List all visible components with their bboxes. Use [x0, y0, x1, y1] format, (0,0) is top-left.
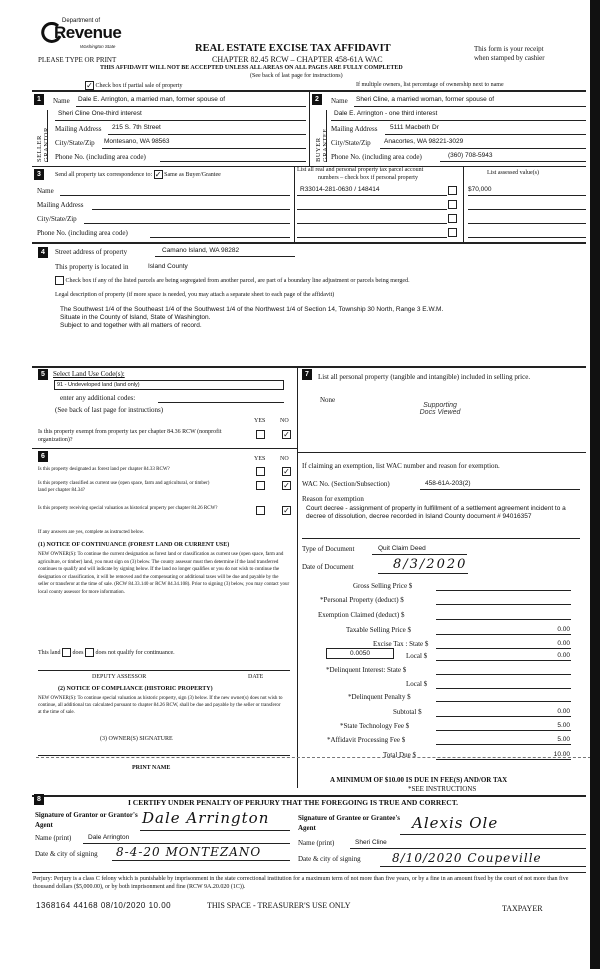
buyer-city-label: City/State/Zip — [331, 139, 371, 147]
logo-revenue-text: Revenue — [54, 23, 122, 42]
notice-continuance-title: (1) NOTICE OF CONTINUANCE (FOREST LAND OR CURRENT USE) — [38, 542, 230, 548]
additional-codes-label: enter any additional codes: — [60, 394, 136, 402]
deputy-assessor-label: DEPUTY ASSESSOR — [92, 674, 147, 680]
assessed-value-1[interactable]: $70,000 — [468, 186, 492, 193]
street-address-label: Street address of property — [55, 248, 128, 256]
buyer-phone-label: Phone No. (including area code) — [331, 153, 422, 161]
doc-type-label: Type of Document — [302, 545, 355, 553]
if-any-yes-text: If any answers are yes, complete as instructed below. — [38, 530, 145, 535]
forest-question: Is this property designated as forest land per chapter 84.33 RCW? — [38, 467, 170, 472]
parcel-3-personal-checkbox[interactable] — [448, 214, 457, 223]
parcel-4-personal-checkbox[interactable] — [448, 228, 457, 237]
current-use-yes-checkbox[interactable] — [256, 481, 265, 490]
personal-deduct-label: *Personal Property (deduct) $ — [320, 596, 404, 604]
local-tax-label: Local $ — [406, 652, 428, 660]
taxable-price-label: Taxable Selling Price $ — [346, 626, 412, 634]
minimum-due-text: A MINIMUM OF $10.00 IS DUE IN FEE(S) AND/OR TAX — [330, 776, 508, 784]
corr-mailing-line[interactable] — [92, 209, 290, 210]
deputy-date-label: DATE — [248, 674, 264, 680]
buyer-phone-value[interactable]: (360) 708-5943 — [448, 152, 493, 159]
corr-name-line[interactable] — [60, 195, 290, 196]
wac-value[interactable]: 458-61A-203(2) — [425, 480, 471, 487]
corr-city-label: City/State/Zip — [37, 215, 77, 223]
buyer-name-line-1[interactable]: Sheri Cline, a married woman, former spouse of — [356, 96, 495, 103]
correspondence-row — [55, 170, 221, 179]
doc-type-value[interactable]: Quit Claim Deed — [378, 545, 426, 552]
doc-date-label: Date of Document — [302, 563, 354, 571]
current-use-no-checkbox[interactable]: ✓ — [283, 481, 290, 490]
current-use-question: Is this property classified as current use (open space, farm and agricultural, or timber) land per chapter 84.34? — [38, 481, 210, 493]
affidavit-fee-value[interactable]: 5.00 — [557, 736, 570, 743]
qualify-label: qualify for continuance. — [117, 649, 175, 656]
subtotal-value[interactable]: 0.00 — [557, 708, 570, 715]
correspondence-label: Send all property tax correspondence to: — [55, 171, 153, 178]
corr-name-label: Name — [37, 187, 54, 195]
affidavit-fee-label: *Affidavit Processing Fee $ — [327, 736, 406, 744]
partial-sale-checkbox[interactable]: ✓ — [86, 81, 93, 90]
this-land-row — [38, 648, 175, 657]
tech-fee-label: *State Technology Fee $ — [340, 722, 410, 730]
segregated-row — [55, 276, 410, 285]
located-in-value[interactable]: Island County — [148, 263, 188, 270]
certify-text: I CERTIFY UNDER PENALTY OF PERJURY THAT THE FOREGOING IS TRUE AND CORRECT. — [128, 798, 459, 807]
treasurer-use-text: THIS SPACE - TREASURER'S USE ONLY — [207, 901, 351, 910]
forest-yes-checkbox[interactable] — [256, 467, 265, 476]
forest-no-checkbox[interactable]: ✓ — [283, 467, 290, 476]
seller-mailing-value[interactable]: 215 S. 7th Street — [112, 124, 161, 131]
doc-date-value[interactable]: 8/3/2020 — [393, 557, 468, 572]
multiple-owners-text: If multiple owners, list percentage of ownership next to name — [356, 82, 504, 88]
reason-value[interactable]: Court decree - assignment of property in fulfillment of a settlement agreement incident to a decree of dissolution, decree recorded in Island County document # 94016357 — [306, 505, 566, 520]
parcel-header-1: List all real and personal property tax parcel account — [297, 167, 424, 173]
section-8-number: 8 — [34, 794, 44, 805]
seller-name-line-1[interactable]: Dale E. Arrington, a married man, former spouse of — [78, 96, 226, 103]
logo-state-text: Washington State — [80, 44, 116, 49]
delinquent-state-label: *Delinquent Interest: State $ — [326, 666, 407, 674]
buyer-mailing-value[interactable]: 5111 Macbeth Dr — [390, 124, 439, 131]
receipt-text-2: when stamped by cashier — [474, 54, 545, 62]
section-2-number: 2 — [312, 94, 322, 105]
buyer-mailing-label: Mailing Address — [331, 125, 378, 133]
excise-state-label: Excise Tax : State $ — [373, 640, 429, 648]
grantee-name-value[interactable]: Sheri Cline — [355, 839, 387, 846]
scan-edge — [590, 0, 600, 969]
seller-city-label: City/State/Zip — [55, 139, 95, 147]
corr-mailing-label: Mailing Address — [37, 201, 84, 209]
land-use-label: Select Land Use Code(s): — [53, 370, 125, 378]
seller-city-value[interactable]: Montesano, WA 98563 — [104, 138, 170, 145]
buyer-city-value[interactable]: Anacortes, WA 98221-3029 — [384, 138, 464, 145]
total-due-value[interactable]: 10.00 — [553, 751, 570, 758]
tech-fee-value[interactable]: 5.00 — [557, 722, 570, 729]
sec5-no-header: NO — [280, 418, 289, 424]
print-name-label: PRINT NAME — [132, 765, 171, 771]
legal-description-3[interactable]: Subject to and together with all matters of record. — [60, 322, 202, 329]
owner-signature-line[interactable] — [38, 755, 290, 756]
sec6-no-header: NO — [280, 456, 289, 462]
partial-sale-row — [85, 81, 182, 90]
section-5-number: 5 — [38, 369, 48, 380]
dor-logo — [40, 18, 130, 58]
parcel-number-1[interactable]: R33014-281-0630 / 148414 — [300, 186, 380, 193]
segregated-checkbox[interactable] — [55, 276, 64, 285]
street-address-value[interactable]: Camano Island, WA 98282 — [162, 247, 240, 254]
section-4-number: 4 — [38, 247, 48, 258]
local-tax-value[interactable]: 0.00 — [557, 652, 570, 659]
notice-compliance-body: NEW OWNER(S): To continue special valuation as historic property, sign (3) below. If the new owner(s) does not wish to continue, all additional tax calculated pursuant to chapter 84.26 RCW, shall be due and payable by the seller or transferor at the time of sale. — [38, 696, 283, 716]
receipt-text-1: This form is your receipt — [474, 45, 544, 53]
exempt-yes-checkbox[interactable] — [256, 430, 265, 439]
notice-continuance-body: NEW OWNER(S): To continue the current designation as forest land or classification as current use (open space, farm and agriculture, or timber) land, you must sign on (3) below. The county assessor must then determine if the land transferred continues to qualify and will indicate by signing below. If the land no longer qualifies or you do not wish to continue the designation or classification, it will be removed and the compensating or additional taxes will be due and payable by the seller or transferor at the time of sale. (RCW 84.33.140 or RCW 84.34.108). Prior to signing (3) below, you may contact your local county assessor for more information. — [38, 552, 290, 595]
seller-phone-label: Phone No. (including area code) — [55, 153, 146, 161]
land-does-label: does — [72, 649, 84, 656]
grantee-name-label: Name (print) — [298, 839, 335, 847]
section-3-number: 3 — [34, 169, 44, 180]
form-title: REAL ESTATE EXCISE TAX AFFIDAVIT — [195, 43, 391, 54]
please-type-text: PLEASE TYPE OR PRINT — [38, 56, 117, 64]
legal-description-1[interactable]: The Southwest 1/4 of the Southeast 1/4 of the Southwest 1/4 of the Northwest 1/4 of Section 14, Township 30 North, Range 3 E.W.M. — [60, 306, 444, 313]
see-instructions-text: *SEE INSTRUCTIONS — [408, 785, 477, 793]
grantor-name-label: Name (print) — [35, 834, 72, 842]
delinquent-penalty-label: *Delinquent Penalty $ — [348, 693, 411, 701]
seller-side-label: SELLER GRANTOR — [36, 127, 50, 162]
form-chapter: CHAPTER 82.45 RCW – CHAPTER 458-61A WAC — [212, 55, 383, 64]
legal-description-label: Legal description of property (if more space is needed, you may attach a separate sheet to each page of the affidavit) — [55, 292, 335, 298]
buyer-side-label: BUYER GRANTEE — [315, 128, 329, 162]
subtotal-label: Subtotal $ — [393, 708, 422, 716]
land-use-select-value: 91 - Undeveloped land (land only) — [57, 382, 140, 388]
legal-description-2[interactable]: Situate in the County of Island, State of Washington. — [60, 314, 211, 321]
corr-phone-line[interactable] — [150, 237, 290, 238]
land-use-see-back: (See back of last page for instructions) — [55, 406, 164, 414]
taxpayer-text: TAXPAYER — [502, 904, 543, 913]
same-as-buyer-label: Same as Buyer/Grantee — [164, 171, 221, 178]
taxable-price-value[interactable]: 0.00 — [557, 626, 570, 633]
segregated-label: Check box if any of the listed parcels are being segregated from another parcel, are part of a boundary line adjustment or parcels being merged. — [65, 277, 410, 284]
section-6-number: 6 — [38, 451, 48, 462]
land-does-checkbox[interactable] — [62, 648, 71, 657]
personal-property-value[interactable]: None — [320, 396, 336, 404]
seller-name-label: Name — [53, 97, 70, 105]
grantor-signature[interactable]: Dale Arrington — [142, 809, 270, 827]
gross-price-label: Gross Selling Price $ — [353, 582, 413, 590]
sec6-yes-header: YES — [254, 456, 266, 462]
grantee-date-label: Date & city of signing — [298, 855, 361, 863]
delinquent-local-label: Local $ — [406, 680, 428, 688]
see-back-text: (See back of last page for instructions) — [250, 73, 343, 79]
parcel-2-personal-checkbox[interactable] — [448, 200, 457, 209]
corr-phone-label: Phone No. (including area code) — [37, 229, 128, 237]
not-accepted-text: THIS AFFIDAVIT WILL NOT BE ACCEPTED UNLESS ALL AREAS ON ALL PAGES ARE FULLY COMPLETED — [100, 65, 403, 71]
section-7-number: 7 — [302, 369, 312, 380]
parcel-1-personal-checkbox[interactable] — [448, 186, 457, 195]
supporting-docs-stamp: Supporting Docs Viewed — [419, 402, 461, 416]
grantee-signature[interactable]: Alexis Ole — [412, 814, 499, 832]
historic-question: Is this property receiving special valuation as historical property per chapter 84.26 RCW? — [38, 506, 218, 511]
land-does-not-checkbox[interactable] — [85, 648, 94, 657]
exempt-no-checkbox[interactable]: ✓ — [283, 430, 290, 439]
buyer-name-label: Name — [331, 97, 348, 105]
exemption-deduct-label: Exemption Claimed (deduct) $ — [318, 611, 405, 619]
grantor-name-value[interactable]: Dale Arrington — [88, 834, 130, 841]
grantor-date-label: Date & city of signing — [35, 850, 98, 858]
excise-rate-box[interactable]: 0.0050 — [326, 648, 394, 659]
corr-city-line[interactable] — [84, 223, 290, 224]
historic-no-checkbox[interactable]: ✓ — [283, 506, 290, 515]
partial-sale-label: Check box if partial sale of property — [95, 82, 183, 89]
perjury-text: Perjury: Perjury is a class C felony which is punishable by imprisonment in the state correctional institution for a maximum term of not more than five years, or by a fine in an amount fixed by the court of not more than five thousand dollars ($5,000.00), or by both imprisonment and fine (RCW 9A.20.020 (1C)). — [33, 876, 569, 890]
wac-label: WAC No. (Section/Subsection) — [302, 480, 390, 488]
grantor-date-value[interactable]: 8-4-20 MONTEZANO — [116, 845, 262, 859]
grantee-sig-label: Signature of Grantee or Grantee's Agent — [298, 814, 401, 832]
logo-department-text: Department of — [62, 18, 101, 24]
exemption-label: If claiming an exemption, list WAC number and reason for exemption. — [302, 462, 500, 470]
land-does-not-label: does not — [95, 649, 116, 656]
seller-mailing-label: Mailing Address — [55, 125, 102, 133]
personal-property-label: List all personal property (tangible and intangible) included in selling price. — [318, 373, 531, 381]
buyer-name-line-2[interactable]: Dale E. Arrington - one third interest — [334, 110, 438, 117]
grantee-date-value[interactable]: 8/10/2020 Coupeville — [392, 851, 542, 865]
total-due-label: Total Due $ — [383, 751, 416, 759]
additional-codes-line[interactable] — [158, 402, 284, 403]
grantor-sig-label: Signature of Grantor or Grantor's Agent — [35, 811, 138, 829]
historic-yes-checkbox[interactable] — [256, 506, 265, 515]
sec5-yes-header: YES — [254, 418, 266, 424]
recording-stamp-line: 1368164 44168 08/10/2020 10.00 — [36, 901, 172, 910]
section-1-number: 1 — [34, 94, 44, 105]
excise-state-value[interactable]: 0.00 — [557, 640, 570, 647]
reason-label: Reason for exemption — [302, 495, 364, 503]
seller-name-line-2[interactable]: Sheri Cline One-third interest — [58, 110, 142, 117]
owner-signature-label: (3) OWNER(S) SIGNATURE — [100, 736, 173, 742]
same-as-buyer-checkbox[interactable]: ✓ — [154, 170, 162, 179]
exempt-question: Is this property exempt from property tax per chapter 84.36 RCW (nonprofit organization)? — [38, 429, 222, 443]
assessed-header: List assessed value(s) — [487, 170, 539, 176]
land-use-select[interactable] — [54, 380, 284, 390]
located-in-label: This property is located in — [55, 263, 129, 271]
this-land-label: This land — [38, 649, 61, 656]
parcel-header-2: numbers – check box if personal property — [318, 175, 418, 181]
notice-compliance-title: (2) NOTICE OF COMPLIANCE (HISTORIC PROPERTY) — [58, 686, 213, 692]
